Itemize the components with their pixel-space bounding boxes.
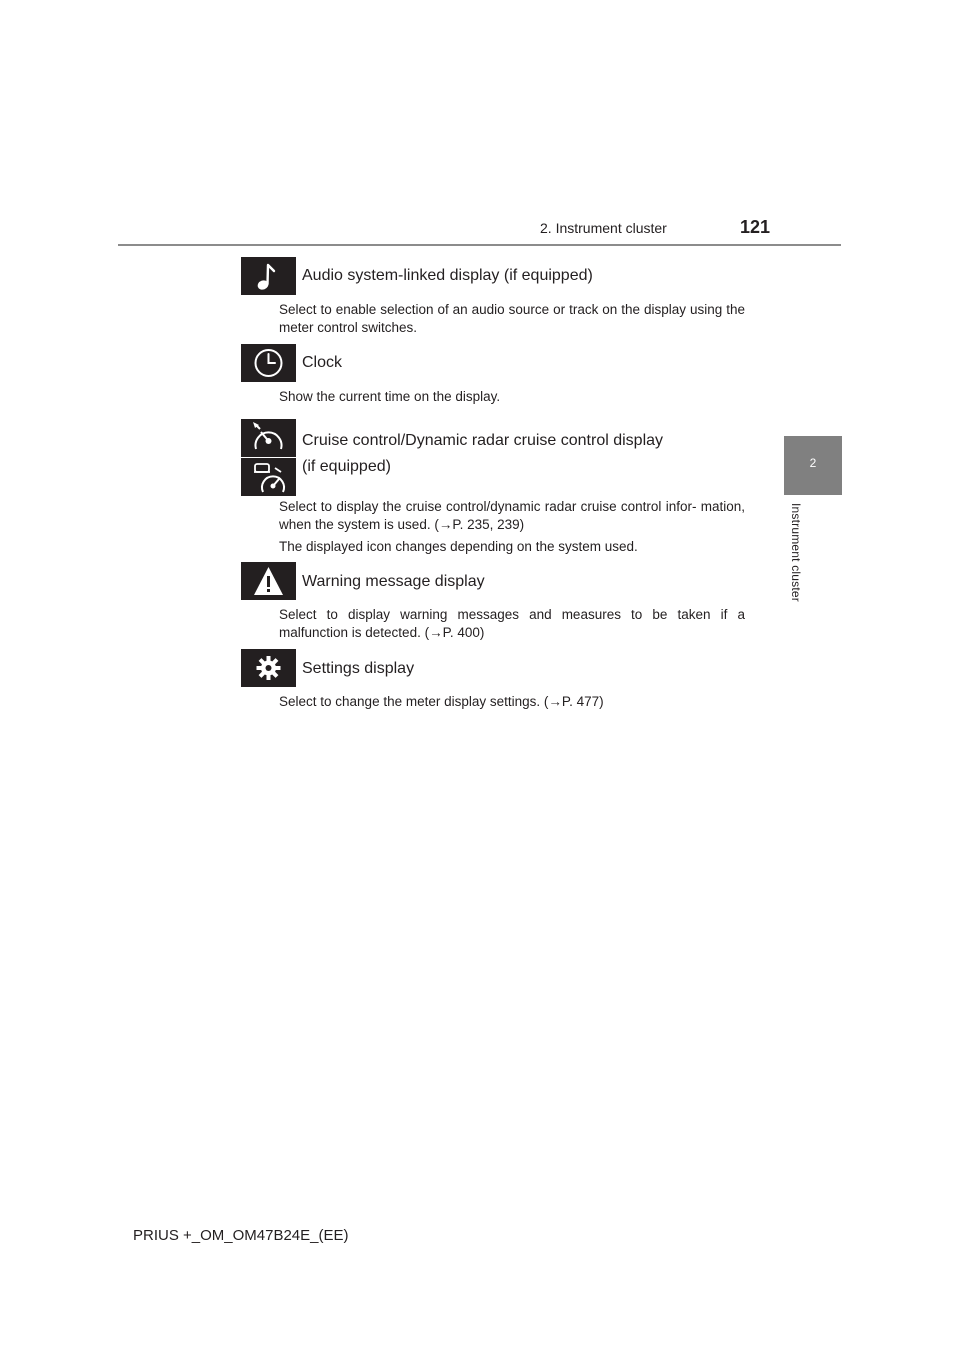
cruise-display-description: Select to display the cruise control/dynamic radar cruise control infor- mation, when the system is used. (→P. 235, 239) xyxy=(279,499,745,532)
clock-description: Show the current time on the display. xyxy=(279,389,501,404)
clock-title: Clock xyxy=(302,354,343,371)
audio-display-title: Audio system-linked display (if equipped) xyxy=(302,267,593,284)
cruise-control-icon xyxy=(241,419,296,457)
chapter-label: Instrument cluster xyxy=(789,503,803,602)
chapter-number: 2 xyxy=(809,456,817,470)
section-header: 2. Instrument cluster xyxy=(540,220,667,236)
cruise-display-title-line1: Cruise control/Dynamic radar cruise control display xyxy=(302,432,664,449)
music-note-icon xyxy=(241,257,296,295)
header-rule xyxy=(118,244,841,246)
warning-display-title: Warning message display xyxy=(302,573,485,590)
cruise-display-title-line2: (if equipped) xyxy=(302,458,391,475)
warning-display-description: Select to display warning messages and measures to be taken if a malfunction is detected. (→P. 400) xyxy=(279,607,745,640)
warning-triangle-icon xyxy=(241,562,296,600)
document-code: PRIUS +_OM_OM47B24E_(EE) xyxy=(133,1227,349,1244)
clock-icon xyxy=(241,344,296,382)
cruise-display-note: The displayed icon changes depending on the system used. xyxy=(279,539,638,554)
cruise-display-title xyxy=(302,428,663,480)
page-number: 121 xyxy=(740,217,771,237)
chapter-tab xyxy=(784,436,842,495)
radar-cruise-control-icon xyxy=(241,458,296,496)
gear-icon xyxy=(241,649,296,687)
settings-display-title: Settings display xyxy=(302,660,415,677)
settings-display-description: Select to change the meter display settings. (→P. 477) xyxy=(279,694,604,709)
audio-display-description: Select to enable selection of an audio source or track on the display using the meter control switches. xyxy=(279,302,745,335)
